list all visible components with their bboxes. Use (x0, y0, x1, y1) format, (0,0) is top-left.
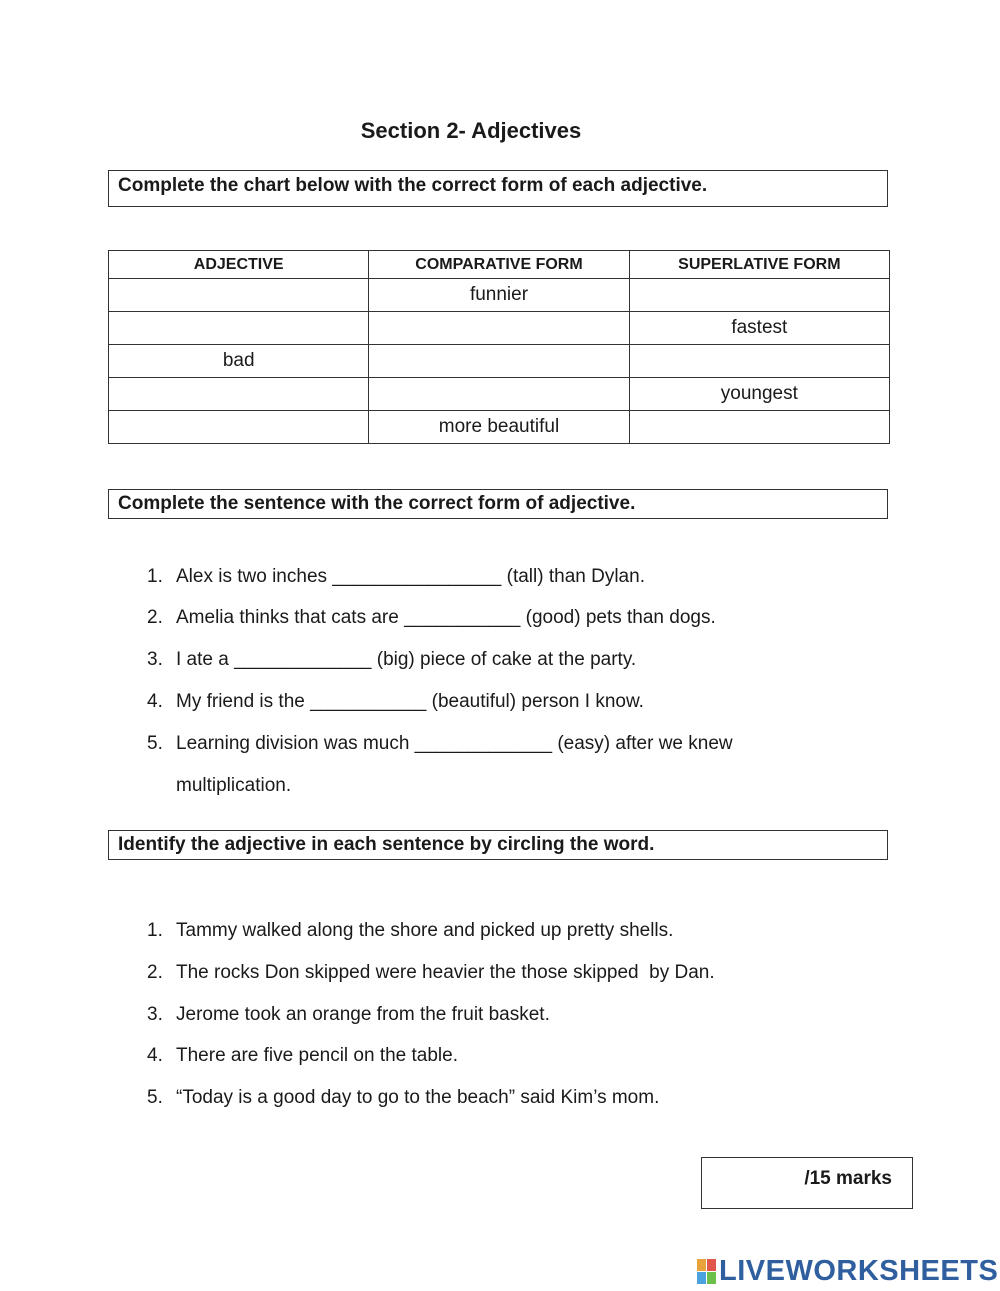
item-text[interactable]: Alex is two inches ________________ (tall) than Dylan. (176, 566, 645, 587)
item-number: 4. (147, 691, 163, 712)
logo-text: LIVEWORKSHEETS (719, 1254, 999, 1287)
logo-block (707, 1259, 716, 1271)
cell-comparative[interactable] (369, 345, 629, 378)
list-item (147, 1087, 867, 1129)
list-item (147, 1004, 867, 1045)
table-row (109, 279, 890, 312)
cell-comparative: funnier (369, 279, 629, 312)
table-row (109, 312, 890, 345)
cell-comparative[interactable] (369, 378, 629, 411)
item-number: 1. (147, 566, 163, 587)
item-text[interactable]: “Today is a good day to go to the beach” said Kim’s mom. (176, 1087, 660, 1108)
cell-adjective[interactable] (109, 411, 369, 444)
item-text[interactable]: Learning division was much _____________ (easy) after we knew multiplication. (176, 733, 733, 796)
sentence-list-identify (147, 920, 867, 1129)
section2-instruction: Complete the sentence with the correct form of adjective. (108, 489, 888, 519)
item-text[interactable]: Tammy walked along the shore and picked up pretty shells. (176, 920, 674, 941)
list-item (147, 1045, 867, 1087)
item-text[interactable]: There are five pencil on the table. (176, 1045, 459, 1066)
item-text[interactable]: I ate a _____________ (big) piece of cake at the party. (176, 649, 637, 670)
item-number: 3. (147, 1004, 163, 1025)
page-title: Section 2- Adjectives (360, 118, 582, 143)
section3-instruction: Identify the adjective in each sentence by circling the word. (108, 830, 888, 860)
logo-block (697, 1272, 706, 1284)
cell-adjective[interactable] (109, 312, 369, 345)
list-item (147, 723, 867, 807)
header-adjective: ADJECTIVE (109, 251, 369, 279)
cell-superlative[interactable] (629, 345, 889, 378)
cell-superlative[interactable] (629, 279, 889, 312)
table-row (109, 378, 890, 411)
item-number: 5. (147, 1087, 163, 1108)
header-comparative: COMPARATIVE FORM (369, 251, 629, 279)
item-number: 2. (147, 607, 163, 628)
table-row (109, 345, 890, 378)
item-text[interactable]: My friend is the ___________ (beautiful) person I know. (176, 691, 644, 712)
table-row (109, 411, 890, 444)
item-text[interactable]: The rocks Don skipped were heavier the those skipped by Dan. (176, 962, 715, 983)
cell-adjective[interactable] (109, 279, 369, 312)
sentence-list-comparatives (147, 566, 867, 807)
adjective-chart (108, 250, 890, 444)
list-item (147, 607, 867, 649)
cell-superlative[interactable] (629, 411, 889, 444)
cell-adjective: bad (109, 345, 369, 378)
cell-superlative: fastest (629, 312, 889, 345)
marks-box: /15 marks (701, 1157, 913, 1209)
list-item (147, 962, 867, 1004)
item-number: 1. (147, 920, 163, 941)
logo-block (707, 1272, 716, 1284)
item-number: 5. (147, 733, 163, 754)
item-text[interactable]: Jerome took an orange from the fruit basket. (176, 1004, 550, 1025)
list-item (147, 920, 867, 962)
cell-comparative: more beautiful (369, 411, 629, 444)
cell-adjective[interactable] (109, 378, 369, 411)
cell-superlative: youngest (629, 378, 889, 411)
item-text[interactable]: Amelia thinks that cats are ___________ (good) pets than dogs. (176, 607, 716, 628)
section1-instruction: Complete the chart below with the correct form of each adjective. (108, 170, 888, 207)
header-superlative: SUPERLATIVE FORM (629, 251, 889, 279)
item-number: 4. (147, 1045, 163, 1066)
list-item (147, 649, 867, 691)
liveworksheets-logo (697, 1256, 998, 1286)
logo-blocks-icon (697, 1259, 716, 1284)
logo-block (697, 1259, 706, 1271)
item-number: 2. (147, 962, 163, 983)
cell-comparative[interactable] (369, 312, 629, 345)
item-number: 3. (147, 649, 163, 670)
list-item (147, 566, 867, 607)
